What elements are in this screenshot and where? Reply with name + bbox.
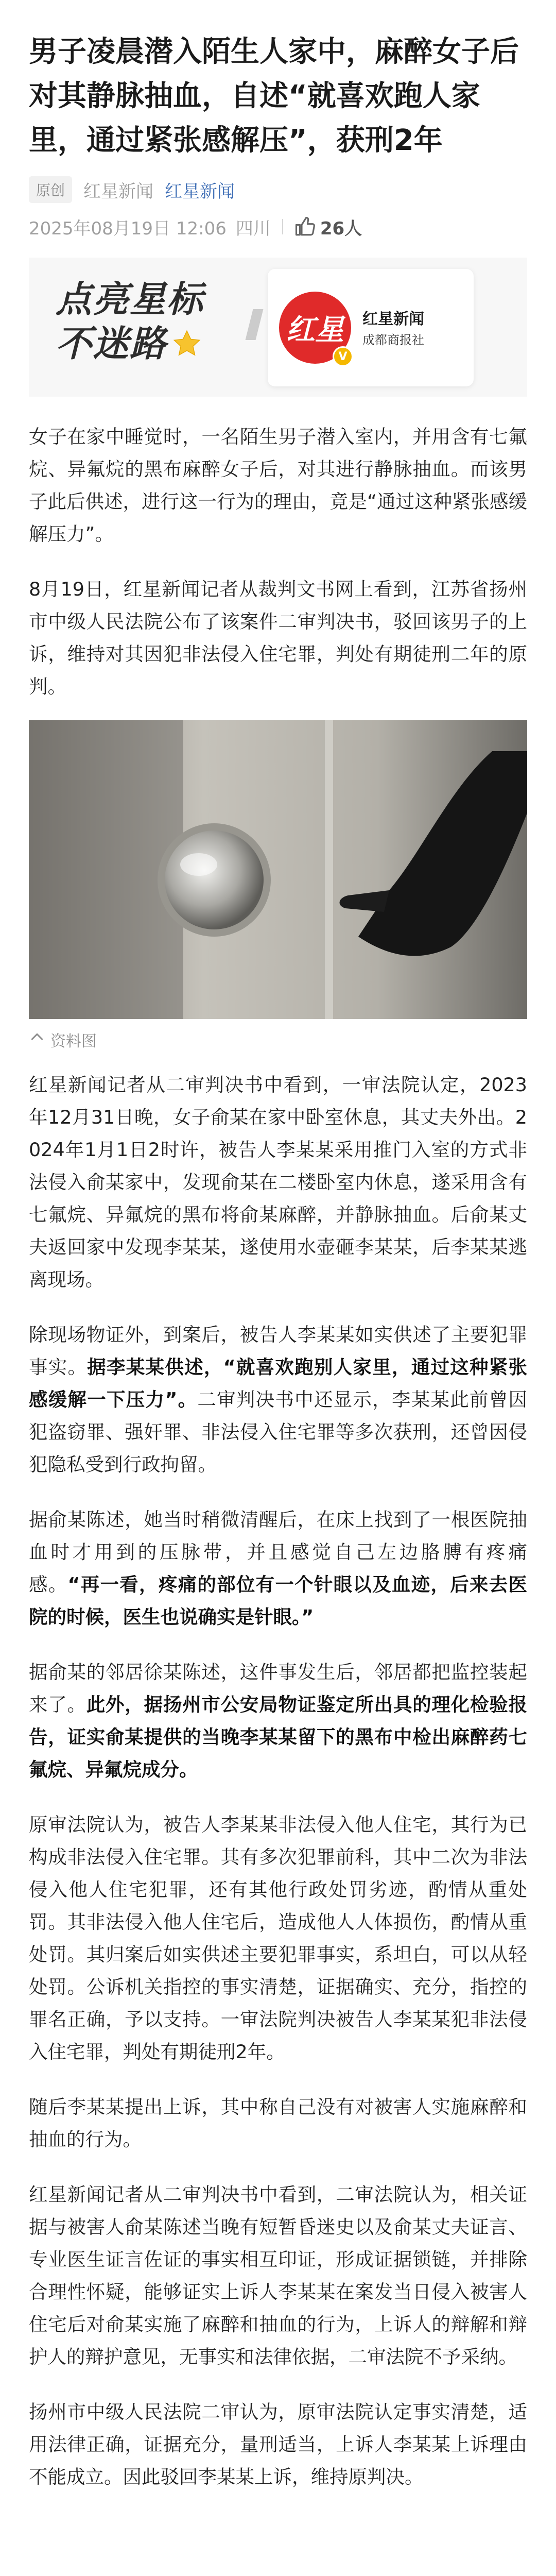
account-name: 红星新闻 (362, 310, 424, 328)
article-title: 男子凌晨潜入陌生人家中，麻醉女子后对其静脉抽血，自述“就喜欢跑人家里，通过紧张感解压”，获刑2年 (29, 35, 519, 157)
verified-badge-icon: V (333, 346, 353, 367)
photo-caption (0, 1029, 556, 1050)
source-account-link[interactable]: 红星新闻 (165, 181, 235, 202)
doorknob-photo (29, 720, 527, 1019)
star-icon (172, 329, 202, 359)
victim-quote: “再一看，疼痛的部位有一个针眼以及血迹，后来去医院的时候，医生也说确实是针眼。” (29, 1573, 527, 1628)
like-count: 26人 (320, 218, 362, 239)
original-badge: 原创 (29, 176, 72, 203)
paragraph-final-ruling: 扬州市中级人民法院二审认为，原审法院认定事实清楚，适用法律正确，证据充分，量刑适当，上诉人李某某上诉理由不能成立。因此驳回李某某上诉，维持原判决。 (29, 2401, 527, 2488)
publish-date: 2025年08月19日 12:06 (29, 218, 227, 239)
account-card[interactable] (268, 269, 474, 386)
article-meta-source (0, 174, 556, 205)
paragraph-original-court: 原审法院认为，被告人李某某非法侵入他人住宅，其行为已构成非法侵入住宅罪。其有多次犯罪前科，其中二次为非法侵入他人住宅犯罪，还有其他行政处罚劣迹，酌情从重处罚。其非法侵入他人住宅后，造成他人人体损伤，酌情从重处罚。其归案后如实供述主要犯罪事实，系坦白，可以从轻处罚。公诉机关指控的事实清楚，证据确实、充分，指控的罪名正确，予以支持。一审法院判决被告人李某某犯非法侵入住宅罪，判处有期徒刑2年。 (29, 1814, 527, 2063)
confession-text-c: 二审判决书中还显示，李某某此前曾因犯盗窃罪、强奸罪、非法侵入住宅罪等多次获刑，还曾因侵犯隐私受到行政拘留。 (29, 1388, 528, 1476)
banner-slash-mark (246, 309, 264, 340)
thumb-up-icon[interactable] (294, 216, 316, 238)
paragraph-ruling: 8月19日，红星新闻记者从裁判文书网上看到，江苏省扬州市中级人民法院公布了该案件二审判决书，驳回该男子的上诉，维持对其因犯非法侵入住宅罪，判处有期徒刑二年的原判。 (29, 578, 527, 698)
caption-text: 资料图 (50, 1032, 97, 1050)
star-follow-banner[interactable] (29, 258, 527, 397)
confession-text-a: 除现场物证外，到案后，被告人李某某如实供述了主要犯罪事实。 (29, 1324, 527, 1378)
banner-slogan (56, 277, 241, 376)
publish-location: 四川 (235, 218, 271, 239)
paragraph-intro: 女子在家中睡觉时，一名陌生男子潜入室内，并用含有七氟烷、异氟烷的黑布麻醉女子后，对其进行静脉抽血。而该男子此后供述，进行这一行为的理由，竟是“通过这种紧张感缓解压力”。 (29, 426, 527, 545)
paragraph-evidence (0, 1656, 556, 1786)
paragraph-second-instance: 红星新闻记者从二审判决书中看到，二审法院认为，相关证据与被害人俞某陈述当晚有短暂昏迷史以及俞某丈夫证言、专业医生证言佐证的事实相互印证，形成证据锁链，并排除合理性怀疑，能够证实上诉人李某某在案发当日侵入被害人住宅后对俞某实施了麻醉和抽血的行为，上诉人的辩解和辩护人的辩护意见，无事实和法律依据，二审法院不予采纳。 (29, 2183, 527, 2368)
paragraph-appeal: 随后李某某提出上诉，其中称自己没有对被害人实施麻醉和抽血的行为。 (29, 2096, 527, 2150)
evidence-report: 此外，据扬州市公安局物证鉴定所出具的理化检验报告，证实俞某提供的当晚李某某留下的黑布中检出麻醉药七氟烷、异氟烷成分。 (29, 1693, 528, 1781)
confession-quote: 据李某某供述，“就喜欢跑别人家里，通过这种紧张感缓解一下压力”。 (29, 1356, 527, 1411)
source-name: 红星新闻 (83, 181, 154, 202)
meta-divider (282, 219, 283, 234)
brand-logo: 红星 (279, 292, 351, 364)
slogan-line2: 不迷路 (56, 322, 167, 365)
image-icon (29, 1031, 45, 1048)
account-org: 成都商报社 (362, 333, 424, 347)
doorknob-image (29, 720, 527, 1019)
paragraph-victim-statement (0, 1503, 556, 1633)
slogan-line1: 点亮星标 (56, 278, 204, 320)
evidence-text-a: 据俞某的邻居徐某陈述，这件事发生后，邻居都把监控装起来了。 (29, 1661, 527, 1716)
victim-text-a: 据俞某陈述，她当时稍微清醒后，在床上找到了一根医院抽血时才用到的压脉带，并且感觉自己左边胳膊有疼痛感。 (29, 1509, 527, 1596)
slogan-line2-row (56, 321, 241, 366)
article-meta-info (0, 213, 556, 240)
paragraph-confession (0, 1318, 556, 1481)
paragraph-first-instance: 红星新闻记者从二审判决书中看到，一审法院认定，2023年12月31日晚，女子俞某在家中卧室休息，其丈夫外出。2024年1月1日2时许，被告人李某某采用推门入室的方式非法侵入俞某家中，发现俞某在二楼卧室内休息，遂采用含有七氟烷、异氟烷的黑布将俞某麻醉，并静脉抽血。后俞某丈夫返回家中发现李某某，遂使用水壶砸李某某，后李某某逃离现场。 (29, 1074, 527, 1291)
